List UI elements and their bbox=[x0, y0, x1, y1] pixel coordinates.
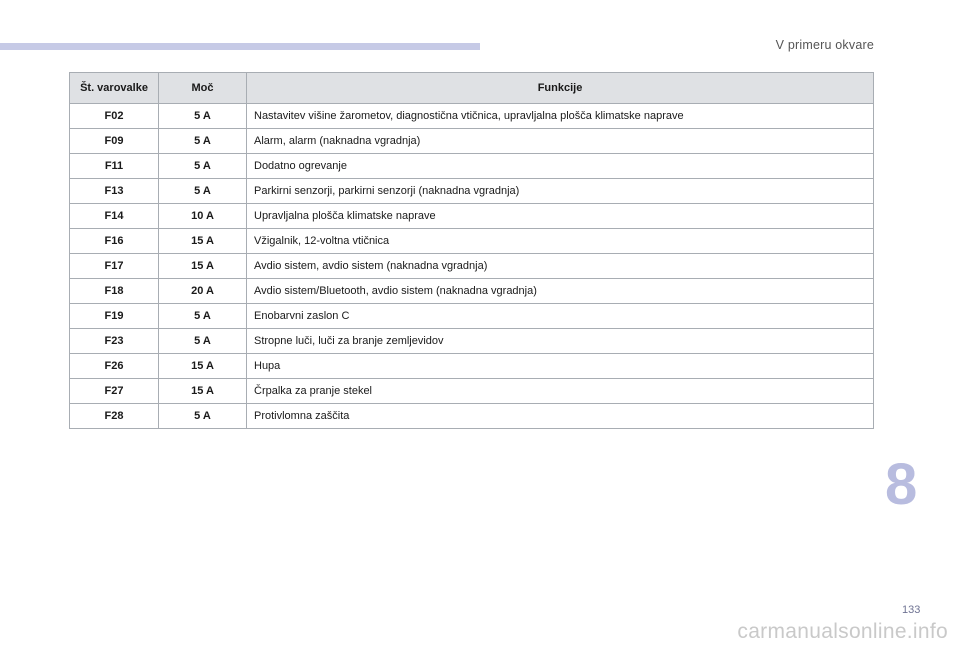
fuse-number: F14 bbox=[70, 204, 159, 229]
fuse-amperage: 5 A bbox=[159, 129, 247, 154]
table-row bbox=[70, 279, 874, 304]
fuse-number: F27 bbox=[70, 379, 159, 404]
fuse-function: Dodatno ogrevanje bbox=[247, 154, 874, 179]
fuse-amperage: 15 A bbox=[159, 379, 247, 404]
fuse-function: Upravljalna plošča klimatske naprave bbox=[247, 204, 874, 229]
fuse-number: F18 bbox=[70, 279, 159, 304]
fuse-number: F19 bbox=[70, 304, 159, 329]
fuse-amperage: 5 A bbox=[159, 404, 247, 429]
fuse-amperage: 5 A bbox=[159, 304, 247, 329]
table-row bbox=[70, 379, 874, 404]
fuse-number: F09 bbox=[70, 129, 159, 154]
column-header-fuse-number: Št. varovalke bbox=[70, 73, 159, 104]
fuse-function: Nastavitev višine žarometov, diagnostična vtičnica, upravljalna plošča klimatske naprave bbox=[247, 104, 874, 129]
fuse-number: F26 bbox=[70, 354, 159, 379]
fuse-number: F16 bbox=[70, 229, 159, 254]
fuse-number: F02 bbox=[70, 104, 159, 129]
chapter-number: 8 bbox=[885, 452, 918, 517]
fuse-table bbox=[69, 72, 874, 429]
fuse-function: Črpalka za pranje stekel bbox=[247, 379, 874, 404]
fuse-number: F13 bbox=[70, 179, 159, 204]
table-row bbox=[70, 354, 874, 379]
fuse-function: Avdio sistem/Bluetooth, avdio sistem (naknadna vgradnja) bbox=[247, 279, 874, 304]
table-row bbox=[70, 254, 874, 279]
table-row bbox=[70, 204, 874, 229]
table-row bbox=[70, 329, 874, 354]
table-row bbox=[70, 104, 874, 129]
table-row bbox=[70, 404, 874, 429]
fuse-amperage: 5 A bbox=[159, 179, 247, 204]
fuse-function: Alarm, alarm (naknadna vgradnja) bbox=[247, 129, 874, 154]
fuse-amperage: 5 A bbox=[159, 329, 247, 354]
watermark-text: carmanualsonline.info bbox=[737, 620, 948, 643]
page-number: 133 bbox=[902, 604, 921, 616]
fuse-number: F17 bbox=[70, 254, 159, 279]
fuse-function: Enobarvni zaslon C bbox=[247, 304, 874, 329]
column-header-functions: Funkcije bbox=[247, 73, 874, 104]
fuse-function: Avdio sistem, avdio sistem (naknadna vgradnja) bbox=[247, 254, 874, 279]
fuse-amperage: 5 A bbox=[159, 154, 247, 179]
fuse-amperage: 15 A bbox=[159, 254, 247, 279]
fuse-number: F11 bbox=[70, 154, 159, 179]
fuse-number: F28 bbox=[70, 404, 159, 429]
fuse-number: F23 bbox=[70, 329, 159, 354]
table-row bbox=[70, 154, 874, 179]
fuse-amperage: 20 A bbox=[159, 279, 247, 304]
fuse-function: Hupa bbox=[247, 354, 874, 379]
fuse-amperage: 15 A bbox=[159, 354, 247, 379]
fuse-function: Parkirni senzorji, parkirni senzorji (naknadna vgradnja) bbox=[247, 179, 874, 204]
table-row bbox=[70, 129, 874, 154]
fuse-function: Protivlomna zaščita bbox=[247, 404, 874, 429]
fuse-function: Vžigalnik, 12-voltna vtičnica bbox=[247, 229, 874, 254]
table-row bbox=[70, 229, 874, 254]
table-row bbox=[70, 179, 874, 204]
table-header-row bbox=[70, 73, 874, 104]
fuse-amperage: 15 A bbox=[159, 229, 247, 254]
fuse-function: Stropne luči, luči za branje zemljevidov bbox=[247, 329, 874, 354]
section-accent-bar bbox=[0, 43, 480, 50]
section-title: V primeru okvare bbox=[775, 38, 874, 52]
fuse-amperage: 5 A bbox=[159, 104, 247, 129]
fuse-amperage: 10 A bbox=[159, 204, 247, 229]
table-row bbox=[70, 304, 874, 329]
column-header-power: Moč bbox=[159, 73, 247, 104]
